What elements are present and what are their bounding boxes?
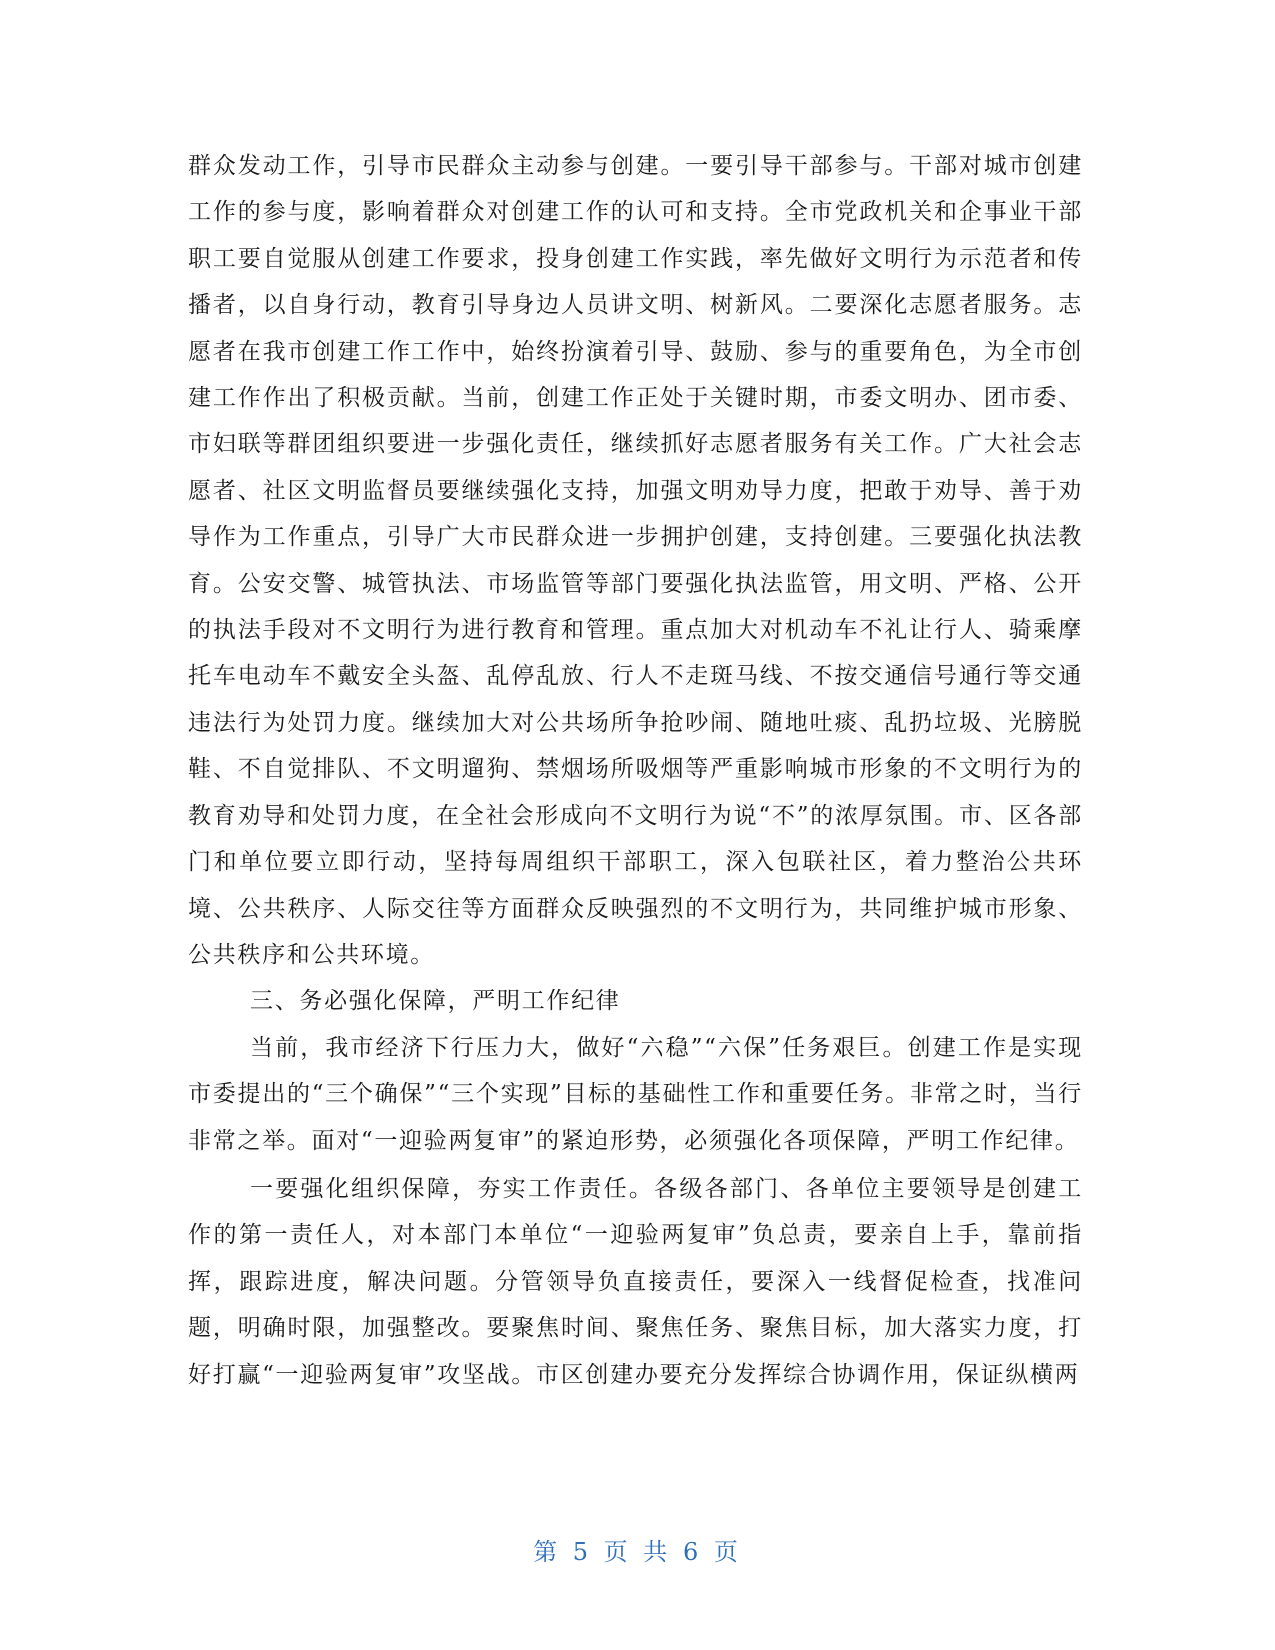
document-body xyxy=(188,143,1083,1398)
section-heading: 三、务必强化保障，严明工作纪律 xyxy=(250,988,621,1015)
body-paragraph-continuation: 群众发动工作，引导市民群众主动参与创建。一要引导干部参与。干部对城市创建工作的参与度，影响着群众对创建工作的认可和支持。全市党政机关和企事业干部职工要自觉服从创建工作要求，投身创建工作实践，率先做好文明行为示范者和传播者，以自身行动，教育引导身边人员讲文明、树新风。二要深化志愿者服务。志愿者在我市创建工作工作中，始终扮演着引导、鼓励、参与的重要角色，为全市创建工作作出了积极贡献。当前，创建工作正处于关键时期，市委文明办、团市委、市妇联等群团组织要进一步强化责任，继续抓好志愿者服务有关工作。广大社会志愿者、社区文明监督员要继续强化支持，加强文明劝导力度，把敢于劝导、善于劝导作为工作重点，引导广大市民群众进一步拥护创建，支持创建。三要强化执法教育。公安交警、城管执法、市场监管等部门要强化执法监管，用文明、严格、公开的执法手段对不文明行为进行教育和管理。重点加大对机动车不礼让行人、骑乘摩托车电动车不戴安全头盔、乱停乱放、行人不走斑马线、不按交通信号通行等交通违法行为处罚力度。继续加大对公共场所争抢吵闹、随地吐痰、乱扔垃圾、光膀脱鞋、不自觉排队、不文明遛狗、禁烟场所吸烟等严重影响城市形象的不文明行为的教育劝导和处罚力度，在全社会形成向不文明行为说“不”的浓厚氛围。市、区各部门和单位要立即行动，坚持每周组织干部职工，深入包联社区，着力整治公共环境、公共秩序、人际交往等方面群众反映强烈的不文明行为，共同维护城市形象、公共秩序和公共环境。 xyxy=(188,153,1083,968)
body-paragraph: 当前，我市经济下行压力大，做好“六稳”“六保”任务艰巨。创建工作是实现市委提出的“三个确保”“三个实现”目标的基础性工作和重要任务。非常之时，当行非常之举。面对“一迎验两复审”的紧迫形势，必须强化各项保障，严明工作纪律。 xyxy=(188,1034,1083,1154)
body-paragraph: 一要强化组织保障，夯实工作责任。各级各部门、各单位主要领导是创建工作的第一责任人，对本部门本单位“一迎验两复审”负总责，要亲自上手，靠前指挥，跟踪进度，解决问题。分管领导负直接责任，要深入一线督促检查，找准问题，明确时限，加强整改。要聚焦时间、聚焦任务、聚焦目标，加大落实力度，打好打赢“一迎验两复审”攻坚战。市区创建办要充分发挥综合协调作用，保证纵横两 xyxy=(188,1175,1083,1388)
page-number-footer: 第 5 页 共 6 页 xyxy=(533,1538,742,1566)
